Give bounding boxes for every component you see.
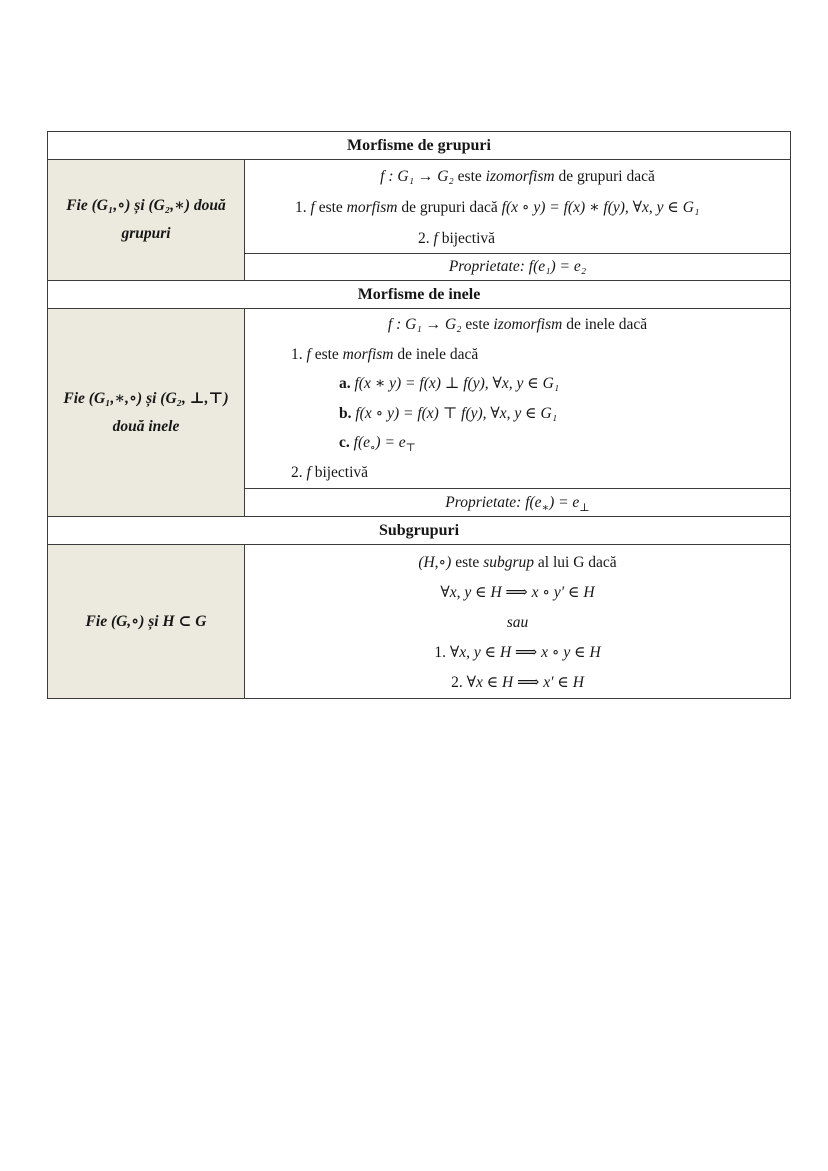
- property-cell-grupuri: [245, 253, 790, 280]
- formula-line: 2. f bijectivă: [291, 463, 369, 481]
- formula-line: 1. f este morfism de grupuri dacă f(x ∘ y) = f(x) ∗ f(y), ∀x, y ∈ G₁: [295, 199, 700, 216]
- definition-line: două inele: [112, 417, 180, 435]
- formula-line: sau: [506, 614, 529, 631]
- formula-line: c. $f(e_\circ) = e_⊤$: [339, 434, 417, 455]
- definition-cell-inele: [48, 309, 245, 516]
- definition-cell-subgrupuri: [48, 545, 245, 698]
- formula-line: ∀x, y ∈ H ⟹ x ∘ y′ ∈ H: [440, 584, 595, 601]
- formula-line: b. f(x ∘ y) = f(x) ⊤ f(y), ∀x, y ∈ G₁: [339, 404, 558, 422]
- definition-line: Fie (G₁,∘) și (G₂,∗) două: [66, 197, 226, 214]
- section-row-grupuri: [48, 160, 790, 281]
- content-column-grupuri: [245, 160, 790, 280]
- section-row-inele: [48, 309, 790, 517]
- section-row-subgrupuri: [48, 545, 790, 698]
- body-cell-inele: [245, 309, 790, 488]
- property-cell-inele: [245, 488, 790, 516]
- body-cell-subgrupuri: [245, 545, 790, 698]
- formula-line: 2. ∀x ∈ H ⟹ x′ ∈ H: [451, 674, 584, 691]
- formula-line: f : G₁ → G₂ este izomorfism de grupuri dacă: [380, 168, 655, 185]
- content-column-inele: [245, 309, 790, 516]
- content-column-subgrupuri: [245, 545, 790, 698]
- math-notes-table: [47, 131, 791, 699]
- formula-line: f : G₁ → G₂ este izomorfism de inele dacă: [387, 316, 648, 333]
- section-header-morfisme-grupuri: Morfisme de grupuri: [48, 132, 790, 160]
- section-header-subgrupuri: Subgrupuri: [48, 517, 790, 545]
- body-cell-grupuri: [245, 160, 790, 253]
- section-header-morfisme-inele: Morfisme de inele: [48, 281, 790, 309]
- formula-line: 1. ∀x, y ∈ H ⟹ x ∘ y ∈ H: [434, 644, 601, 661]
- definition-line: grupuri: [121, 225, 171, 242]
- definition-line: Fie (G,∘) și H ⊂ G: [85, 612, 207, 630]
- property-line: Proprietate: f(e₁) = e₂: [448, 258, 587, 275]
- formula-line: (H,∘) este subgrup al lui G dacă: [418, 554, 617, 571]
- property-line: Proprietate: $f(e_∗) = e_\perp$: [445, 493, 590, 514]
- formula-line: 2. f bijectivă: [418, 230, 496, 247]
- definition-line: Fie (G₁,∗,∘) și (G₂, ⊥,⊤): [63, 389, 229, 407]
- definition-cell-grupuri: [48, 160, 245, 280]
- formula-line: a. f(x ∗ y) = f(x) ⊥ f(y), ∀x, y ∈ G₁: [339, 375, 560, 392]
- formula-line: 1. f este morfism de inele dacă: [291, 345, 479, 363]
